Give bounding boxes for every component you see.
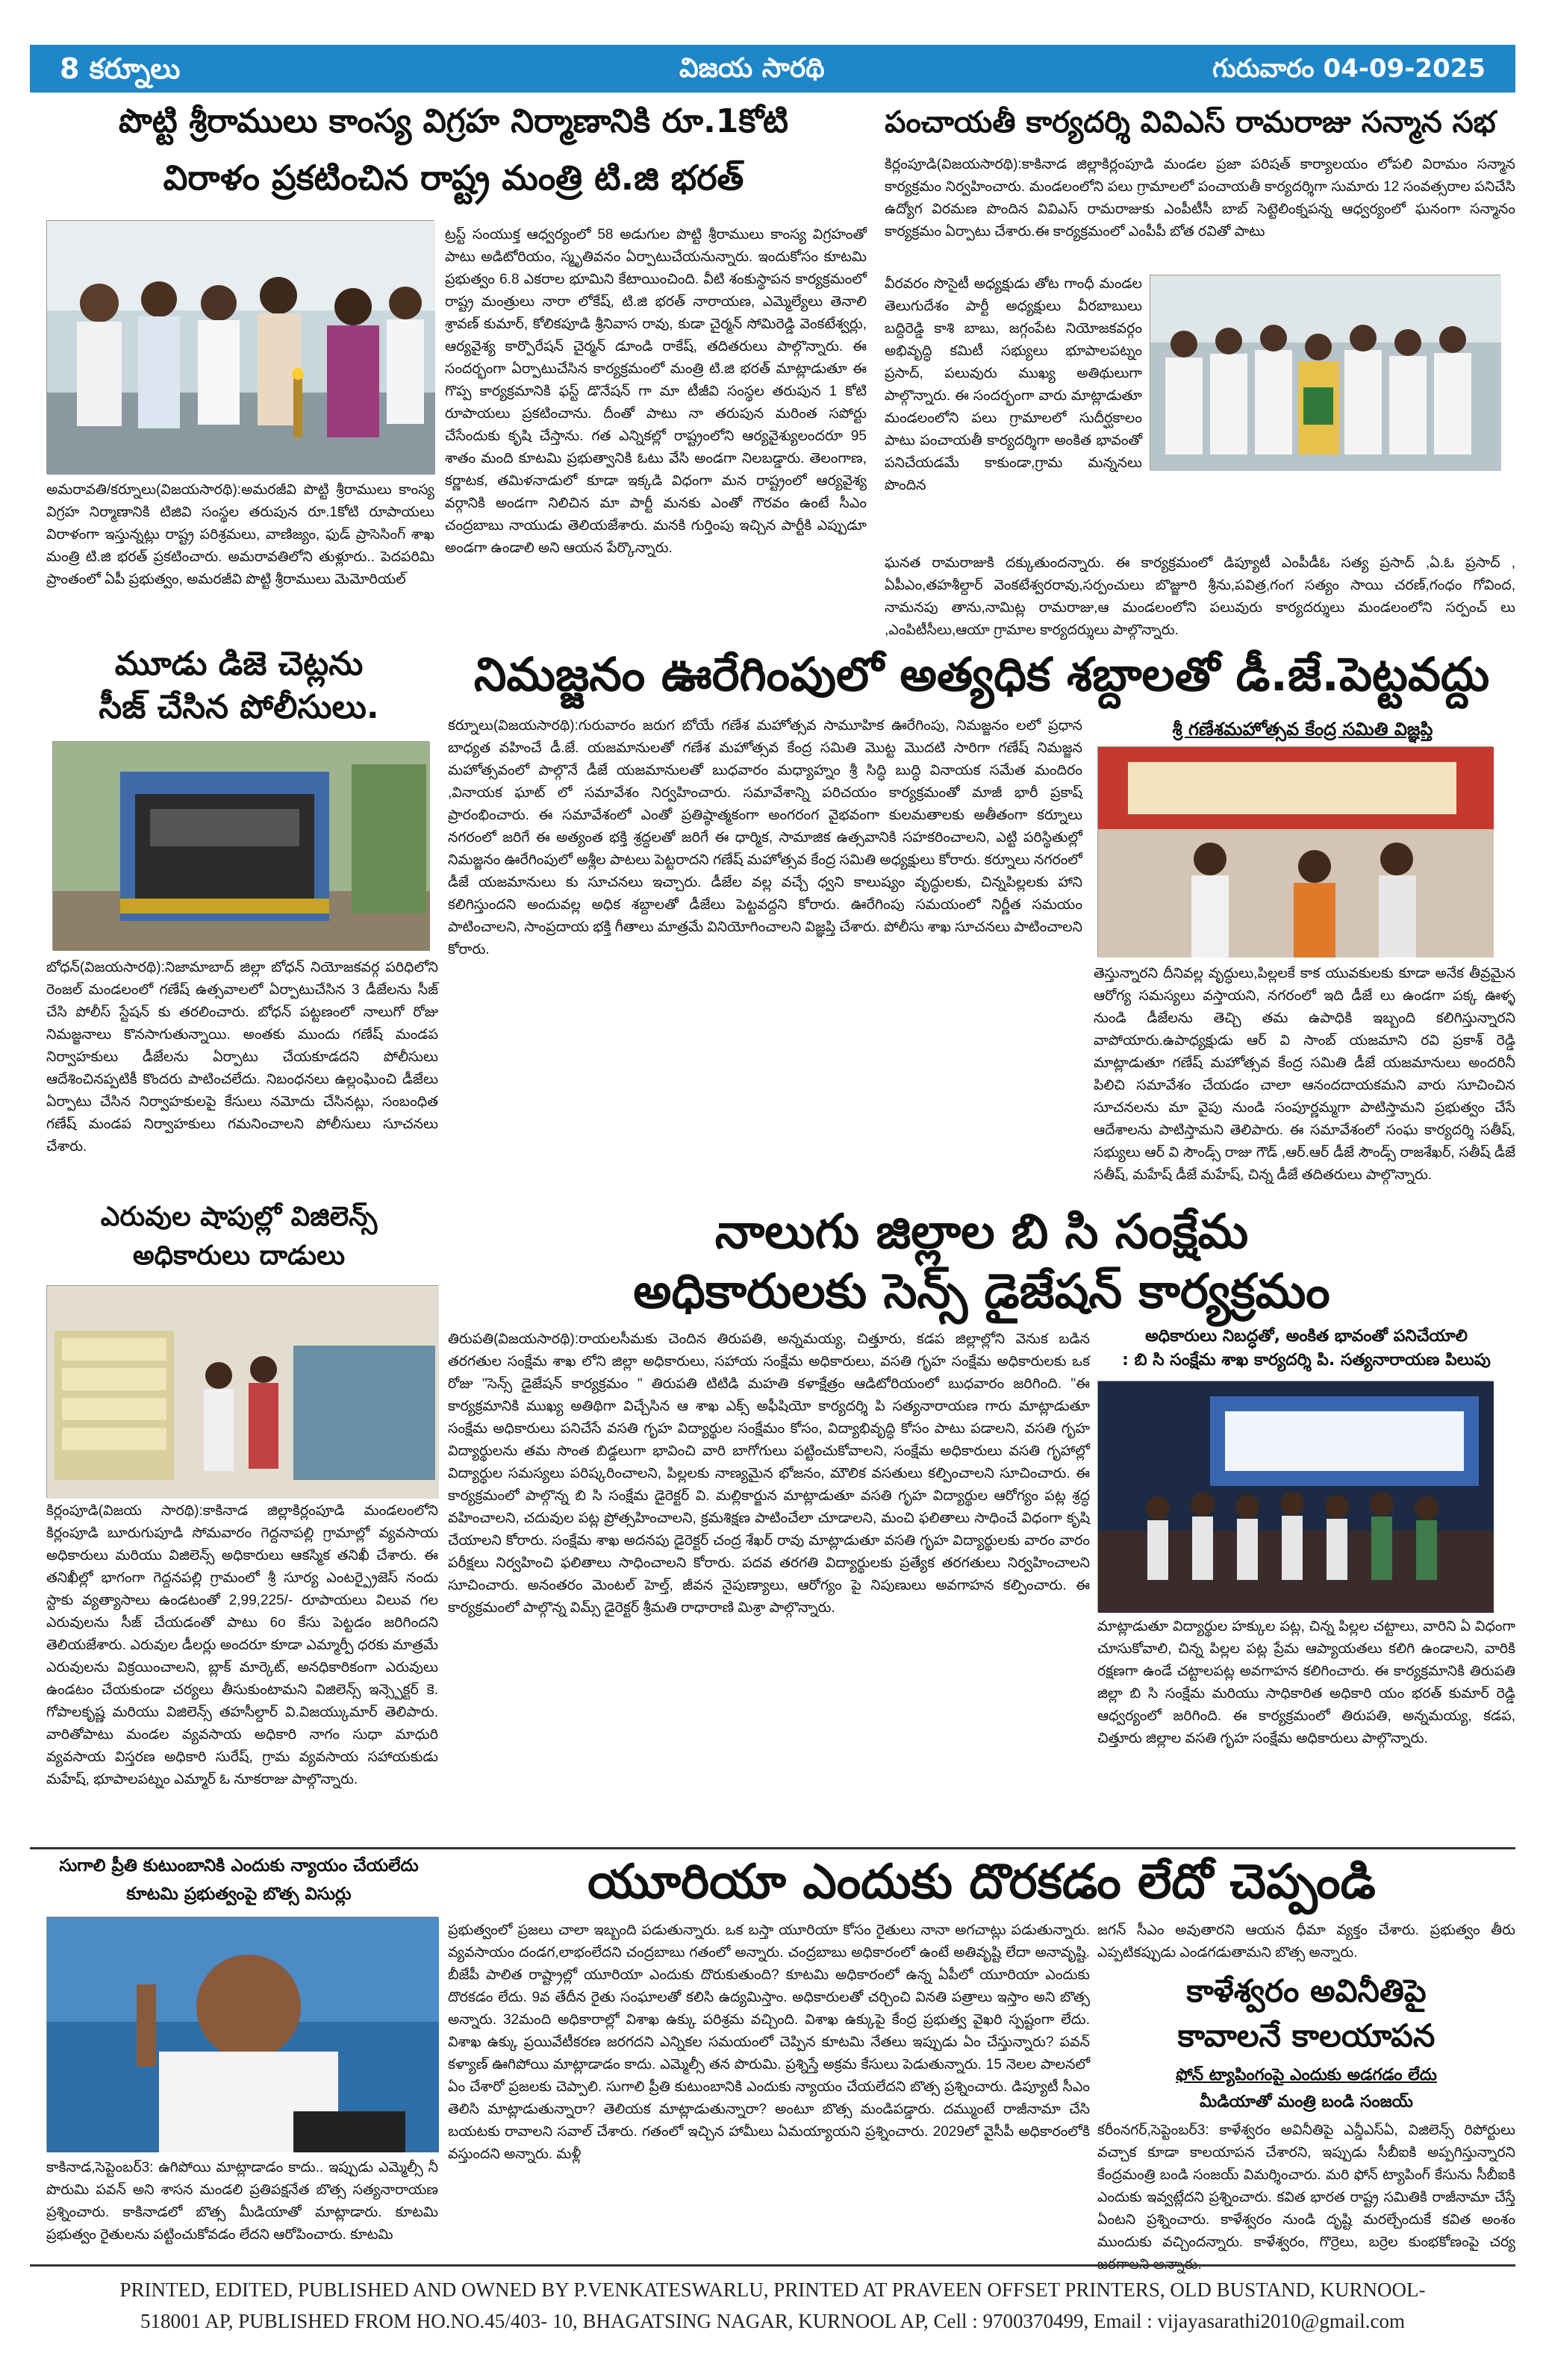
statue-headline-2: విరాళం ప్రకటించిన రాష్ట్ర మంత్రి టి.జి భరత్ [163, 157, 744, 198]
botsa-portrait-image [47, 1917, 439, 2152]
bc-welfare-photo [1097, 1381, 1493, 1612]
imprint-footer [30, 2264, 1515, 2346]
bc-welfare-headline-1: నాలుగు జిల్లాల బి సి సంక్షేమ [714, 1205, 1249, 1260]
page-label: 8 కర్నూలు [60, 52, 181, 85]
nimajjanam-meeting-photo [1097, 746, 1493, 957]
botsa-portrait-photo [46, 1917, 438, 2152]
dj-seize-body: బోధన్(విజయసారథి):నిజామాబాద్ జిల్లా బోధన్ నియోజకవర్గ పరిధిలోని రెంజల్ మండలంలో గణేష్ ఉత్సవాలలో ఏర్పాటుచేసిన 3 డీజేలను సీజ్ చేసి పోలీస్ స్టేషన్ కు తరలించారు. బోధన్ పట్టణంలో నాలుగో రోజు నిమజ్జనాలు కొనసాగుతున్నాయి. అంతకు ముందు గణేష్ మండప నిర్వాహకులు డీజేలను ఏర్పాటు చేయకూడదని పోలీసులు ఆదేశించినప్పటికీ కొందరు పాటించలేదు. నిబంధనలు ఉల్లంఘించి డీజేలు ఏర్పాటు చేసిన నిర్వాహకులపై కేసులు నమోదు చేసినట్లు, సంబంధిత గణేష్ మండప నిర్వాహకులు గమనించాలని పోలీసులు సూచనలు చేశారు. [46, 960, 438, 1155]
urea-kicker-2: కూటమి ప్రభుత్వంపై బొత్స విసుర్లు [126, 1884, 352, 1904]
statue-event-image [47, 221, 435, 475]
bc-welfare-quote-1: అధికారులు నిబద్ధతో, అంకిత భావంతో పనిచేయాలి [1145, 1327, 1468, 1346]
urea-body-right-top: జగన్ సీఎం అవుతారని ఆయన ధీమా వ్యక్తం చేశారు. ప్రభుత్వం తీరు ఎప్పటికప్పుడు ఎండగడుతామని బొత్స అన్నారు. [1097, 1923, 1515, 1961]
kaleshwaram-sub-1: ఫోన్ ట్యాపింగంపై ఎందుకు అడగడం లేదు [1176, 2066, 1437, 2084]
dj-seize-headline-2: సీజ్ చేసిన పోలీసులు. [99, 688, 379, 726]
statue-headline-1: పొట్టి శ్రీరాములు కాంస్య విగ్రహ నిర్మాణానికి రూ.1కోటి [119, 102, 788, 140]
imprint-line-1: PRINTED, EDITED, PUBLISHED AND OWNED BY P.VENKATESWARLU, PRINTED AT PRAVEEN OFFSET PRINTERS, OLD BUSTAND, KURNOOL- [119, 2279, 1426, 2301]
urea-photo-caption: కాకినాడ,సెప్టెంబర్3: ఉగిపోయి మాట్లాడాడం కాదు.. ఇప్పుడు ఎమ్మెల్సీ నీ పొరుమి పవన్ అని శాసన మండలి ప్రతిపక్షనేత బొత్స సత్యనారాయణ ప్రశ్నించారు. కాకినాడలో బొత్స మీడియాతో మాట్లాడారు. కూటమి ప్రభుత్వం రైతులను పట్టించుకోవడం లేదని ఆరోపించారు. కూటమి [46, 2160, 438, 2243]
statue-photo-caption: అమరావతి/కర్నూలు(విజయసారథి):అమరజీవి పొట్టి శ్రీరాములు కాంస్య విగ్రహ నిర్మాణానికి టిజివి సంస్థల తరుపున రూ.1కోటి రూపాయలు విరాళంగా ఇస్తున్నట్లు రాష్ట్ర పరిశ్రమలు, వాణిజ్యం, ఫుడ్ ప్రాసెసింగ్ శాఖ మంత్రి టి.జి భరత్ ప్రకటించారు. అమరావతిలోని తుళ్లూరు.. పెదపరిమి ప్రాంతంలో ఏపీ ప్రభుత్వం, అమరజీవి పొట్టి శ్రీరాములు మెమోరియల్ [46, 482, 434, 587]
panchayat-body-top: కిర్లంపూడి(విజయసారథి):కాకినాడ జిల్లాకిర్లంపూడి మండల ప్రజా పరిషత్ కార్యాలయం లోపలి విరామం సన్మాన కార్యక్రమం నిర్వహించారు. మండలంలోని పలు గ్రామాలలో పంచాయతీ కార్యదర్శిగా సుమారు 12 సంవత్సరాల పనిచేసి ఉద్యోగ విరమణ పొందిన వివిఎస్ రామరాజుకు ఎంపీటీసీ బాబ్ సెట్టెలింక్నపన్న ఆధ్వర్యంలో ఘనంగా సన్మానం కార్యక్రమం ఏర్పాటు చేశారు.ఈ కార్యక్రమంలో ఎంపీపీ బోత రవితో పాటు [885, 157, 1515, 240]
nimajjanam-meeting-image [1098, 747, 1494, 958]
panchayat-photo [1150, 275, 1500, 470]
urea-headline: యూరియా ఎందుకు దొరకడం లేదో చెప్పండి [587, 1855, 1376, 1910]
panchayat-body-left: వీరవరం సొసైటీ అధ్యక్షుడు తోట గాంధీ మండల తెలుగుదేశం పార్టీ అధ్యక్షులు వీరబాబులు బద్దిరెడ్డి కాశి బాబు, జగ్గంపేట నియోజకవర్గం అభివృద్ధి కమిటీ సభ్యులు భూపాలపట్నం ప్రసాద్, పలువురు ముఖ్య అతిథులుగా పాల్గొన్నారు. ఈ సందర్భంగా వారు మాట్లాడుతూ మండలంలోని పలు గ్రామాలలో సుదీర్ఘకాలం పాటు పంచాయతీ కార్యదర్శిగా అంకిత భావంతో పనిచేయడమే కాకుండా,గ్రామ మన్ననలు పొందిన [885, 276, 1142, 493]
paper-name: విజయ సారథి [679, 53, 825, 84]
bc-welfare-quote-2: : బి సి సంక్షేమ శాఖ కార్యదర్శి పి. సత్యనారాయణ పిలుపు [1122, 1351, 1491, 1369]
dj-truck-image [53, 742, 430, 951]
kaleshwaram-headline-2: కావాలనే కాలయాపన [1177, 2017, 1436, 2054]
dj-truck-photo [52, 741, 429, 950]
imprint-line-2: 518001 AP, PUBLISHED FROM HO.NO.45/403- 10, BHAGATSING NAGAR, KURNOOL AP, Cell : 9700370499, Email : vijayasarathi2010@gmail.com [140, 2310, 1406, 2332]
bc-welfare-body-right: మాట్లాడుతూ విద్యార్థుల హక్కుల పట్ల, చిన్న పిల్లల చట్టాలు, వారిని ఏ విధంగా చూసుకోవాలి, చిన్న పిల్లల పట్ల ప్రేమ ఆప్యాయతలు కలిగి ఉండాలని, వారికి రక్షణగా ఉండే చట్టాలపట్ల అవగాహన కలిగించారు. ఈ కార్యక్రమానికి తిరుపతి జిల్లా బి సి సంక్షేమ మరియు సాధికారిత అధికారి యం భరత్ కుమార్ రెడ్డి ఆధ్వర్యంలో జరిగింది. ఈ కార్యక్రమంలో తిరుపతి, అన్నమయ్య, కడప, చిత్తూరు జిల్లాల వసతి గృహ సంక్షేమ అధికారులు పాల్గొన్నారు. [1097, 1619, 1515, 1746]
issue-date: గురువారం 04-09-2025 [1212, 54, 1486, 84]
urea-kicker: సుగాలి ప్రీతి కుటుంబానికి ఎందుకు న్యాయం చేయలేదు [59, 1856, 419, 1875]
masthead-bar [30, 45, 1515, 93]
kaleshwaram-headline-1: కాళేశ్వరం అవినీతిపై [1186, 1973, 1427, 2009]
bc-welfare-body-left: తిరుపతి(విజయసారథి):రాయలసీమకు చెందిన తిరుపతి, అన్నమయ్య, చిత్తూరు, కడప జిల్లాల్లోని వెనుక బడిన తరగతుల సంక్షేమ శాఖ లోని జిల్లా అధికారులు, సహాయ సంక్షేమ అధికారులు, వసతి గృహ సంక్షేమ అధికారులకు ఒక రోజు "సెన్స్ డైజేషన్ కార్యక్రమం " తిరుపతి టిటిడి మహతి కళాక్షేత్రం ఆడిటోరియంలో బుధవారం జరిగింది. "ఈ కార్యక్రమానికి ముఖ్య అతిథిగా విచ్చేసిన ఆ శాఖ ఎక్స్ అఫీషియో కార్యదర్శి పి సత్యనారాయణ గారు మాట్లాడుతూ సంక్షేమ అధికారులు పనిచేసే వసతి గృహ విద్యార్థుల సంక్షేమం కోసం, విద్యాభివృద్ధి కోసం పాటు పడాలని, వసతి గృహ విద్యార్థులను తమ సొంత బిడ్డలుగా భావించి వారి బాగోగులు పట్టించుకోవాలని, సంక్షేమ అధికారులు వసతి గృహాల్లో విద్యార్థుల సమస్యలు పరిష్కరించాలని, పిల్లలకు నాణ్యమైన భోజనం, మౌలిక వసతులు కల్పించాలని సూచించారు. ఈ కార్యక్రమంలో పాల్గొన్న బి సి సంక్షేమ డైరెక్టర్ వి. మల్లికార్జున మాట్లాడుతూ వసతి గృహ విద్యార్థుల ఆరోగ్యం పట్ల శ్రద్ధ వహించాలని, చదువుల పట్ల ప్రోత్సహించాలని, క్రమశిక్షణ పాటించేలా చూడాలని, మంచి ఫలితాలు సాధించే విధంగా కృషి చేయాలని కోరారు. సంక్షేమ శాఖ అదనపు డైరెక్టర్ చంద్ర శేఖర్ రావు మాట్లాడుతూ వసతి గృహ విద్యార్థులకు వారం వారం పరీక్షలు నిర్వహించి ఫలితాలు సాధించాలని కోరారు. పదవ తరగతి విద్యార్థులకు ప్రత్యేక తరగతులు నిర్వహించాలని సూచించారు. అనంతరం మెంటల్ హెల్త్, జీవన నైపుణ్యాలు, ఆరోగ్యం పై నిపుణులు అవగాహన కల్పించారు. ఈ కార్యక్రమంలో పాల్గొన్న విమ్స్ డైరెక్టర్ శ్రీమతి రాధారాణి మిశ్రా పాల్గొన్నారు. [448, 1331, 1090, 1616]
bc-welfare-headline-2: అధికారులకు సెన్స్ డైజేషన్ కార్యక్రమం [633, 1264, 1330, 1319]
vigilance-headline-1: ఎరువుల షాపుల్లో విజిలెన్స్ [100, 1202, 378, 1232]
nimajjanam-body-right: తెస్తున్నారని దీనివల్ల వృద్ధులు,పిల్లలకే కాక యువకులకు కూడా అనేక తీవ్రమైన ఆరోగ్య సమస్యలు వస్తాయని, నగరంలో ఇది డీజే లు ఉండగా పక్క ఊళ్ళ నుండి డీజేలను తెచ్చి తమ ఉపాధికి ఇబ్బంది కలిగిస్తున్నారని వాపోయారు.ఉపాధ్యక్షుడు ఆర్ వి సాంబ్ యజమాని రవి ప్రకాశ్ రెడ్డి మాట్లాడుతూ గణేష్ మహోత్సవ కేంద్ర సమితి డీజే యజమానులు అందరినీ పిలిచి సమావేశం చేయడం చాలా ఆనందదాయకమని వారు సూచించిన సూచనలను మా వైపు నుండి సంపూర్ణమ్మగా పాటిస్తామని ప్రభుత్వం చేసే ఆదేశాలను పాటిస్తామని తెలిపారు. ఈ సమావేశంలో సంఘ కార్యదర్శి సతీష్, సభ్యులు ఆర్ వి సౌండ్స్ రాజు గౌడ్ ,ఆర్.ఆర్ డీజే సౌండ్స్ రాజశేఖర్, సతీష్ డీజే సతీష్, మహేష్ డీజే మహేష్, చిన్న డీజే తదితరులు పాల్గొన్నారు. [1094, 966, 1515, 1183]
kaleshwaram-body: కరీంనగర్,సెప్టెంబర్3: కాళేశ్వరం అవినీతిపై ఎన్డీఎస్ఏ, విజిలెన్స్ రిపోర్టులు వచ్చాక కూడా కాలయాపన చేశారని, ఇప్పుడు సీబీఐకి అప్పగిస్తున్నారని కేంద్రమంత్రి బండి సంజయ్ విమర్శించారు. మరి ఫోన్ ట్యాపింగ్ కేసును సీబీఐకి ఎందుకు ఇవ్వట్లేదని ప్రశ్నించారు. కవిత భారత రాష్ట్ర సమితికి రాజీనామా చేస్తే ఏంటని ప్రశ్నించారు. కాళేశ్వరం నుండి దృష్టి మరల్చేందుకే కవిత అంశం ముందుకు వచ్చిందన్నారు. కాళేశ్వరం, గొర్రెలు, బర్రెల కుంభకోణంపై చర్య జరగాలని అన్నారు. [1097, 2123, 1515, 2273]
vigilance-body: కిర్లంపూడి(విజయ సారథి):కాకినాడ జిల్లాకిర్లంపూడి మండలంలోని కిర్లంపూడి బూరుగుపూడి సోమవారం గెద్దనాపల్లి గ్రామాల్లో వ్యవసాయ అధికారులు మరియు విజిలెన్స్ అధికారులు ఆకస్మిక తనిఖీ చేశారు. ఈ తనిఖీల్లో భాగంగా గెద్దనపల్లి గ్రామంలో శ్రీ సూర్య ఎంటర్ప్రైజెస్ నందు స్టాకు వ్యత్యాసాలు ఉండటంతో 2,99,225/- రూపాయలు విలువ గల ఎరువులను సీజ్ చేయడంతో పాటు 6o కేసు పెట్టడం జరిగిందని తెలియజేశారు. ఎరువుల డీలర్లు అందరూ కూడా ఎమ్మార్పీ ధరకు మాత్రమే ఎరువులను విక్రయించాలని, బ్లాక్ మార్కెట్, అనధికారికంగా ఎరువులు ఉండటం చేయకుండా చర్యలు తీసుకుంటామని విజిలెన్స్ ఇన్స్పెక్టర్ కె. గోపాలకృష్ణ మరియు విజిలెన్స్ తహసీల్దార్ వి.విజయ్కుమార్ తెలిపారు. వారితోపాటు మండల వ్యవసాయ అధికారి నాగం సుధా మాధురి వ్యవసాయ విస్తరణ అధికారి సురేష్, గ్రామ వ్యవసాయ సహాయకుడు మహేష్, భూపాలపట్నం ఎమ్మార్ ఓ నూకరాజు పాల్గొన్నారు. [46, 1503, 438, 1787]
statue-event-photo [46, 220, 434, 474]
nimajjanam-body-left: కర్నూలు(విజయసారథి):గురువారం జరుగ బోయే గణేశ మహోత్సవ సామూహిక ఊరేగింపు, నిమజ్జనం లలో ప్రధాన బాధ్యత వహించే డీ.జే. యజమానులతో గణేశ మహోత్సవ కేంద్ర సమితి మొట్ట మొదటి సారిగా గణేష్ నిమజ్జన మహోత్సవంలో పాల్గొనే డీజే యజమానులతో బుధవారం మధ్యాహ్నం శ్రీ సిద్ధి బుద్ధి వినాయక సమేత మందిరం ,వినాయక ఘాట్ లో సమావేశం నిర్వహించారు. సమావేశాన్ని పరిచయం కార్యక్రమంతో మాజీ భారీ ప్రకాష్ ప్రారంభించారు. ఈ సమావేశంలో ఎంతో ప్రతిష్ఠాత్మకంగా అంగరంగ వైభవంగా కులమతాలకు అతీతంగా కర్నూలు నగరంలో జరిగే ఈ అత్యంత భక్తి శ్రద్ధలతో జరిగే ఈ ధార్మిక, సామాజిక ఉత్సవానికి సహకరించాలని, ఎట్టి పరిస్థితుల్లో నిమజ్జనం ఊరేగింపులో అశ్లీల పాటలు పెట్టరాదని గణేష్ మహోత్సవ కేంద్ర సమితి అధ్యక్షులు కోరారు. కర్నూలు నగరంలో డీజే యజమానులు కు సూచనలు ఇచ్చారు. డీజేల వల్ల వచ్చే ధ్వని కాలుష్యం వృద్ధులకు, చిన్నపిల్లలకు హాని కలిగిస్తుందని అందువల్ల అధిక శబ్దాలతో డీజేలు పెట్టవద్దని కోరారు. ఊరేగింపు సమయంలో నిర్ణీత సమయం పాటించాలని, సాంప్రదాయ భక్తి గీతాలు మాత్రమే వినియోగించాలని విజ్ఞప్తి చేశారు. పోలీసు శాఖ సూచనలు పాటించాలని కోరారు. [448, 718, 1082, 958]
fertilizer-shop-image [47, 1286, 439, 1499]
urea-body: ప్రభుత్వంలో ప్రజలు చాలా ఇబ్బంది పడుతున్నారు. ఒక బస్తా యూరియా కోసం రైతులు నానా అగచాట్లు పడుతున్నారు. వ్యవసాయం దండగ,లాభంలేదని చంద్రబాబు గతంలో అన్నారు. చంద్రబాబు అధికారంలో ఉంటే అతివృష్టి లేదా అనావృష్టి. బీజేపీ పాలిత రాష్ట్రాల్లో యూరియా ఎందుకు దొరుకుతుంది? కూటమి అధికారంలో ఉన్న ఏపీలో యూరియా ఎందుకు దొరకడం లేదు. 9వ తేదీన రైతు సంఘాలతో కలిసి ఉద్యమిస్తాం. అధికారులతో చర్చించి వినతి పత్రాలు ఇస్తాం అని బొత్స అన్నారు. 32మంది అధికారాల్లో విశాఖ ఉక్కు పరిశ్రమ వచ్చింది. విశాఖ ఉక్కుపై కేంద్ర ప్రభుత్వ వైఖరి స్పష్టంగా లేదు. విశాఖ ఉక్కు ప్రయివేటీకరణ జరగదని ఎన్నికల సమయంలో చెప్పిన కూటమి నేతలు ఇప్పుడు ఏం చేస్తున్నారు? పవన్ కళ్యాణ్ ఊగిపోయి మాట్లాడాడం కాదు. ఎమ్మెల్సీ తన పొరుమి. ప్రశ్నిస్తే అక్రమ కేసులు పెడుతున్నారు. 15 నెలల పాలనలో ఏం చేశారో ప్రజలకు చెప్పాలి. సుగాలి ప్రీతి కుటుంబానికి ఎందుకు న్యాయం చేయలేదని బొత్స ప్రశ్నించారు. డిప్యూటీ సీఎం తెలిసి మాట్లాడుతున్నారా? తెలియక మాట్లాడుతున్నారా? అంటూ బొత్స మండిపడ్డారు. దమ్ముంటే రాజీనామా చేసి బయటకు రావాలని సవాల్ చేశారు. గతంలో ఇచ్చిన హామీలు ఏమయ్యాయని ప్రశ్నించారు. 2029లో వైసీపీ అధికారంలోకి వస్తుందని అన్నారు. మళ్లీ [448, 1923, 1090, 2162]
kaleshwaram-sub-2: మీడియాతో మంత్రి బండి సంజయ్ [1200, 2093, 1413, 2111]
panchayat-felicitation-image [1150, 275, 1501, 471]
vigilance-headline-2: అధికారులు దాడులు [132, 1240, 346, 1271]
nimajjanam-tag: శ్రీ గణేశమహోత్సవ కేంద్ర సమితి విజ్ఞప్తి [1172, 719, 1433, 740]
panchayat-headline: పంచాయతీ కార్యదర్శి వివిఎస్ రామరాజు సన్మాన సభ [885, 105, 1496, 140]
bc-welfare-stage-image [1098, 1381, 1494, 1613]
panchayat-body-bottom: ఘనత రామరాజుకి దక్కుతుందన్నారు. ఈ కార్యక్రమంలో డిప్యూటీ ఎంపీడీఓ సత్య ప్రసాద్ ,ఏ.ఓ ప్రసాద్ , ఏపీఎం,తహశీల్దార్ వెంకటేశ్వరరావు,సర్పంచులు బొజ్జూరి శ్రీను,పవిత్ర,గంగ సత్యం సాయి చరణ్,గంధం గోవింద, నామనపు తాను,నామిట్ల రామరాజు,ఆ మండలంలోని పలువురు కార్యదర్శులు మండలంలోని సర్పంచ్ లు ,ఎంపిటీసీలు,ఆయా గ్రామాల కార్యదర్శులు పాల్గొన్నారు. [885, 555, 1515, 638]
nimajjanam-headline: నిమజ్జనం ఊరేగింపులో అత్యధిక శబ్దాలతో డీ.జే.పెట్టవద్దు [473, 647, 1490, 702]
statue-body: ట్రస్ట్ సంయుక్త ఆధ్వర్యంలో 58 అడుగుల పొట్టి శ్రీరాములు కాంస్య విగ్రహంతో పాటు అడిటోరియం, స్మృతివనం ఏర్పాటుచేయనున్నారు. ఇందుకోసం కూటమి ప్రభుత్వం 6.8 ఎకరాల భూమిని కేటాయించింది. వీటి శంకుస్థాపన కార్యక్రమంలో రాష్ట్ర మంత్రులు నారా లోకేష్, టి.జి భరత్ నారాయణ, ఎమ్మెల్యేలు తెనాలి శ్రావణ్ కుమార్, కోలికపూడి శ్రీనివాస రావు, కుడా చైర్మన్ సోమిరెడ్డి వెంకటేశ్వర్లు, ఆర్యవైశ్య కార్పొరేషన్ చైర్మన్ డూండి రాకేష్, తదితరులు పాల్గొన్నారు. ఈ సందర్భంగా ఏర్పాటుచేసిన కార్యక్రమంలో మంత్రి టి.జి భరత్ మాట్లాడుతూ ఈ గొప్ప కార్యక్రమానికి ఫస్ట్ డొనేషన్ గా మా టీజీవి సంస్థల తరుపున 1 కోటి రూపాయలు ప్రకటించాను. దీంతో పాటు నా తరుపున మరింత సపోర్టు చేసేందుకు కృషి చేస్తాను. గత ఎన్నికల్లో రాష్ట్రంలోని ఆర్యవైశ్యులందరూ 95 శాతం మంది కూటమి ప్రభుత్వానికి ఓటు వేసి అండగా నిలబడ్డారు. తెలంగాణ, కర్ణాటక, తమిళనాడులో కూడా ఇక్కడి విధంగా మన రాష్ట్రంలో ఆర్యవైశ్య వర్గానికి అండగా నిలిచిన మా పార్టీ మనకు ఎంతో గౌరవం ఉంటే సీఎం చంద్రబాబు నాయుడు తెలియజేశారు. మనకి గుర్తింపు ఇచ్చిన పార్టీకి ఎప్పుడూ అండగా ఉండాలి అని ఆయన పేర్కొన్నారు. [445, 227, 867, 556]
dj-seize-headline-1: మూడు డిజె చెట్లను [114, 645, 364, 683]
fertilizer-shop-photo [46, 1285, 438, 1498]
